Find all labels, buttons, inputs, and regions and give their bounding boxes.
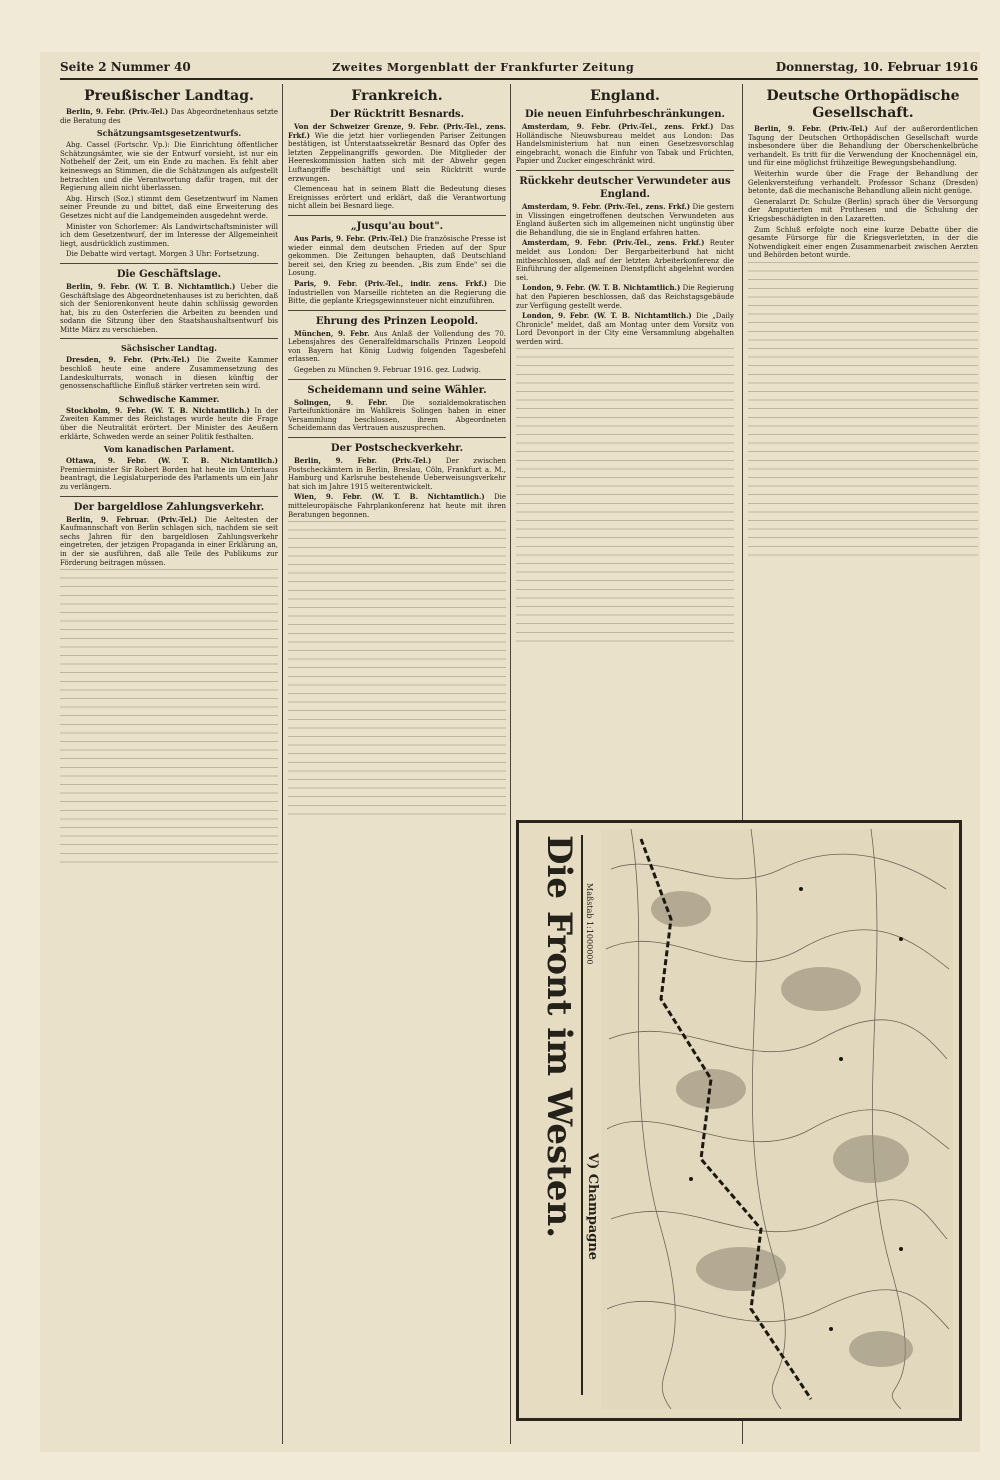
map-svg [601,829,953,1409]
dateline: Amsterdam, 9. Febr. (Priv.-Tel., zens. Frkf.) [522,238,705,248]
paragraph: Minister von Schorlemer: Als Landwirtschaftsminister will ich dem Gesetzentwurf, der im Interesse der Allgemeinheit liegt, ausdrücklich zustimmen. [60,222,278,248]
dateline: Von der Schweizer Grenze, 9. Febr. (Priv.-Tel., zens. Frkf.) [288,122,506,140]
dateline: Berlin, 9. Febr. (Priv.-Tel.) [294,456,432,466]
section-heading: Ehrung des Prinzen Leopold. [315,315,479,327]
section-heading: Der Postscheckverkehr. [330,443,464,455]
paragraph: Das Abgeordnetenhaus setzte die Beratung des [60,108,278,125]
divider [288,310,506,311]
front-map [516,820,962,1421]
paragraph: Abg. Hirsch (Soz.) stimmt dem Gesetzentwurf im Namen seiner Freunde zu und bittet, daß eine Erweiterung des Gesetzes nicht auf die Landgemeinden ausgedehnt werde. [60,194,278,220]
paragraph: Premierminister Sir Robert Borden hat heute im Unterhaus beantragt, die Legislaturperiode des Parlaments um ein Jahr zu verlängern. [60,465,278,491]
dateline: Paris, 9. Febr. (Priv.-Tel., indir. zens. Frkf.) [294,278,488,288]
paragraph: Die Debatte wird vertagt. Morgen 3 Uhr: Fortsetzung. [66,250,259,259]
paragraph: Die Aeltesten der Kaufmannschaft von Berlin schlagen sich, nachdem sie seit sechs Jahren für den bargeldlosen Zahlungsverkehr eingetreten, der jetzigen Propaganda in einer Erklärung an, in der sie ausführen, daß alle Teile des Publikums zur Förderung beitragen müssen. [60,515,278,567]
divider [60,338,278,339]
paragraph: Clemenceau hat in seinem Blatt die Bedeutung dieses Ereignisses erörtert und erklärt, daß die Verantwortung nicht allein bei Besnard liege. [288,185,506,211]
section-heading: „Jusqu'au bout". [350,220,444,232]
section-heading: Der Rücktritt Besnards. [329,109,465,120]
paragraph: Die Regierung hat den Papieren beschlossen, daß das Reichstagsgebäude zur Verfügung gestellt werde. [516,284,734,310]
paragraph: Aus Anlaß der Vollendung des 70. Lebensjahres des Generalfeldmarschalls Prinzen Leopold von Bayern hat König Ludwig folgenden Tagesbefehl erlassen. [288,329,506,364]
divider [288,215,506,216]
paragraph: Die „Daily Chronicle" meldet, daß am Montag unter dem Vorsitz von Lord Devonport in der City eine Versammlung abgehalten werden wird. [516,312,734,346]
issue-date: Donnerstag, 10. Februar 1916 [775,60,978,74]
paragraph: Das Holländische Nieuwsbureau meldet aus London: Das Handelsministerium hat nun einen Gesetzesvorschlag eingebracht, wonach die Einfuhr von Tabak und Früchten, Papier und Zucker eingeschränkt wird. [516,123,734,166]
dateline: London, 9. Febr. (W. T. B. Nichtamtlich.) [522,311,692,321]
column-preussischer-landtag [60,84,278,1444]
dateline: Stockholm, 9. Febr. (W. T. B. Nichtamtlich.) [66,405,250,415]
column-rule [282,84,283,1444]
paragraph: Weiterhin wurde über die Frage der Behandlung der Gelenkversteifung verhandelt. Professor Schanz (Dresden) betonte, daß die mechanische Behandlung allein nicht genüge. [748,169,978,196]
paragraph: Reuter meldet aus London: Der Bergarbeiterbund hat nicht mitbeschlossen, daß auf der letzten Arbeiterkonferenz die Einführung der allgemeinen Dienstpflicht abgelehnt worden sei. [516,239,734,282]
dateline: Aus Paris, 9. Febr. (Priv.-Tel.) [294,233,408,243]
section-heading: Schwedische Kammer. [118,393,220,404]
divider [60,496,278,497]
paragraph: In der Zweiten Kammer des Reichstages wurde heute die Frage über die Neutralität erörtert. Der Minister des Aeußern erklärte, Schweden werde an seiner Politik festhalten. [60,406,278,441]
dateline: Berlin, 9. Febr. (W. T. B. Nichtamtlich.) [66,281,236,291]
illegible-text-block [60,569,278,869]
divider [288,379,506,380]
paragraph: Ueber die Geschäftslage des Abgeordnetenhauses ist zu berichten, daß sich der Seniorenkonvent heute dahin schlüssig geworden hat, bis zu den Osterferien die Arbeiten zu beenden und sodann die Sitzung über den Staatshaushaltsentwurf bis Mitte März zu verschieben. [60,282,278,334]
signature-line: Gegeben zu München 9. Februar 1916. gez. Ludwig. [294,366,481,375]
divider [60,263,278,264]
section-heading: Rückkehr deutscher Verwundeter aus England. [519,175,731,200]
paragraph: Abg. Cassel (Fortschr. Vp.): Die Einrichtung öffentlicher Schätzungsämter, wie sie der Entwurf vorsieht, ist nur ein Notbehelf der Zeit, um ein Ende zu machen. Es fehlt aber keineswegs an Stimmen, die die Schätzungen als aufgestellt betrachten und die Verantwortung dafür tragen, mit der Regierung allein nicht überlassen. [60,141,278,193]
paragraph: Generalarzt Dr. Schulze (Berlin) sprach über die Versorgung der Amputierten mit Prothesen und die Schulung der Kriegsbeschädigten in den Lazaretten. [748,197,978,223]
dateline: Ottawa, 9. Febr. (W. T. B. Nichtamtlich.) [66,456,278,466]
paragraph: Die Zweite Kammer beschloß heute eine andere Zusammensetzung des Landeskulturrats, wonach in diesen künftig der genossenschaftliche Einfluß stärker vertreten sein wird. [60,356,278,391]
map-scale: Maßstab 1:1000000 [585,883,594,965]
column-rule [510,84,511,1444]
dateline: Solingen, 9. Febr. [294,397,388,407]
newspaper-title: Zweites Morgenblatt der Frankfurter Zeitung [332,60,635,74]
paragraph: Zum Schluß erfolgte noch eine kurze Debatte über die gesamte Fürsorge für die Kriegsverletzten, in der die Notwendigkeit einer engen Zusammenarbeit zwischen Aerzten und Behörden betont wurde. [748,225,978,260]
illegible-text-block [288,521,506,821]
section-heading: Der bargeldlose Zahlungsverkehr. [73,501,265,513]
paragraph: Die gestern in Vlissingen eingetroffenen deutschen Verwundeten aus England äußerten sich im allgemeinen nicht ungünstig über die Behandlung, die sie in England erfahren hatten. [516,202,734,237]
column-england [516,84,734,814]
section-heading: Vom kanadischen Parlament. [103,444,235,455]
dateline: Berlin, 9. Febr. (Priv.-Tel.) [66,107,169,116]
divider [288,437,506,438]
article-title: Frankreich. [351,88,443,104]
dateline: München, 9. Febr. [294,328,370,338]
dateline: Berlin, 9. Febr. (Priv.-Tel.) [754,124,868,133]
section-heading: Die neuen Einfuhrbeschränkungen. [524,109,726,120]
map-drawing [601,829,953,1409]
paragraph: Die sozialdemokratischen Parteifunktionäre im Wahlkreis Solingen haben in einer Versammlung beschlossen, ihrem Abgeordneten Scheidemann das Vertrauen auszusprechen. [288,398,506,433]
page-number: Seite 2 Nummer 40 [60,60,191,74]
paragraph: Die Industriellen von Marseille richteten an die Regierung die Bitte, die geplante Kriegsgewinnsteuer nicht einzuführen. [288,279,506,306]
illegible-text-block [748,262,978,562]
map-section-label: V) Champagne [585,1153,600,1261]
dateline: London, 9. Febr. (W. T. B. Nichtamtlich.) [522,283,681,293]
section-heading: Sächsischer Landtag. [121,343,217,354]
dateline: Amsterdam, 9. Febr. (Priv.-Tel., zens. Frkf.) [522,122,714,131]
article-title: England. [590,88,660,104]
paragraph: Der zwischen Postscheckämtern in Berlin, Breslau, Cöln, Frankfurt a. M., Hamburg und Karlsruhe bestehende Ueberweisungsverkehr hat sich im Jahre 1915 weiterentwickelt. [288,457,506,491]
section-heading: Schätzungsamtsgesetzentwurfs. [96,128,242,139]
column-orthopaedische-gesellschaft [748,84,978,814]
dateline: Wien, 9. Febr. (W. T. B. Nichtamtlich.) [294,492,485,502]
paragraph: Wie die jetzt hier vorliegenden Pariser Zeitungen bestätigen, ist Unterstaatssekretär Besnard das Opfer des letzten Zeppelinangriffs geworden. Die Mitglieder der Heereskommission hatten sich mit der Abwehr gegen Luftangriffe beschäftigt und sein Rücktritt wurde erzwungen. [288,131,506,183]
dateline: Berlin, 9. Februar. (Priv.-Tel.) [66,514,197,524]
dateline: Dresden, 9. Febr. (Priv.-Tel.) [66,355,190,365]
section-heading: Scheidemann und seine Wähler. [307,384,487,396]
article-title: Deutsche Orthopädische Gesellschaft. [766,88,960,121]
dateline: Amsterdam, 9. Febr. (Priv.-Tel., zens. Frkf.) [522,201,691,211]
column-frankreich [288,84,506,1444]
paragraph: Die mitteleuropäische Fahrplankonferenz hat heute mit ihren Beratungen begonnen. [288,493,506,519]
divider [516,170,734,171]
article-title: Preußischer Landtag. [84,88,254,104]
masthead [60,56,978,80]
paragraph: Auf der außerordentlichen Tagung der Deutschen Orthopädischen Gesellschaft wurde insbesondere über die Behandlung der Oberschenkelbrüche verhandelt. Es tritt für die Verwendung der Knochennägel ein, und für eine möglichst frühzeitige Bewegungsbehandlung. [748,125,978,168]
section-heading: Die Geschäftslage. [116,268,222,280]
map-title: Die Front im Westen. [533,835,583,1395]
illegible-text-block [516,348,734,648]
paragraph: Die französische Presse ist wieder einmal dem deutschen Frieden auf der Spur gekommen. Die Zeitungen behaupten, daß Deutschland bereit sei, den Krieg zu beenden. „Bis zum Ende" sei die Losung. [288,234,506,278]
